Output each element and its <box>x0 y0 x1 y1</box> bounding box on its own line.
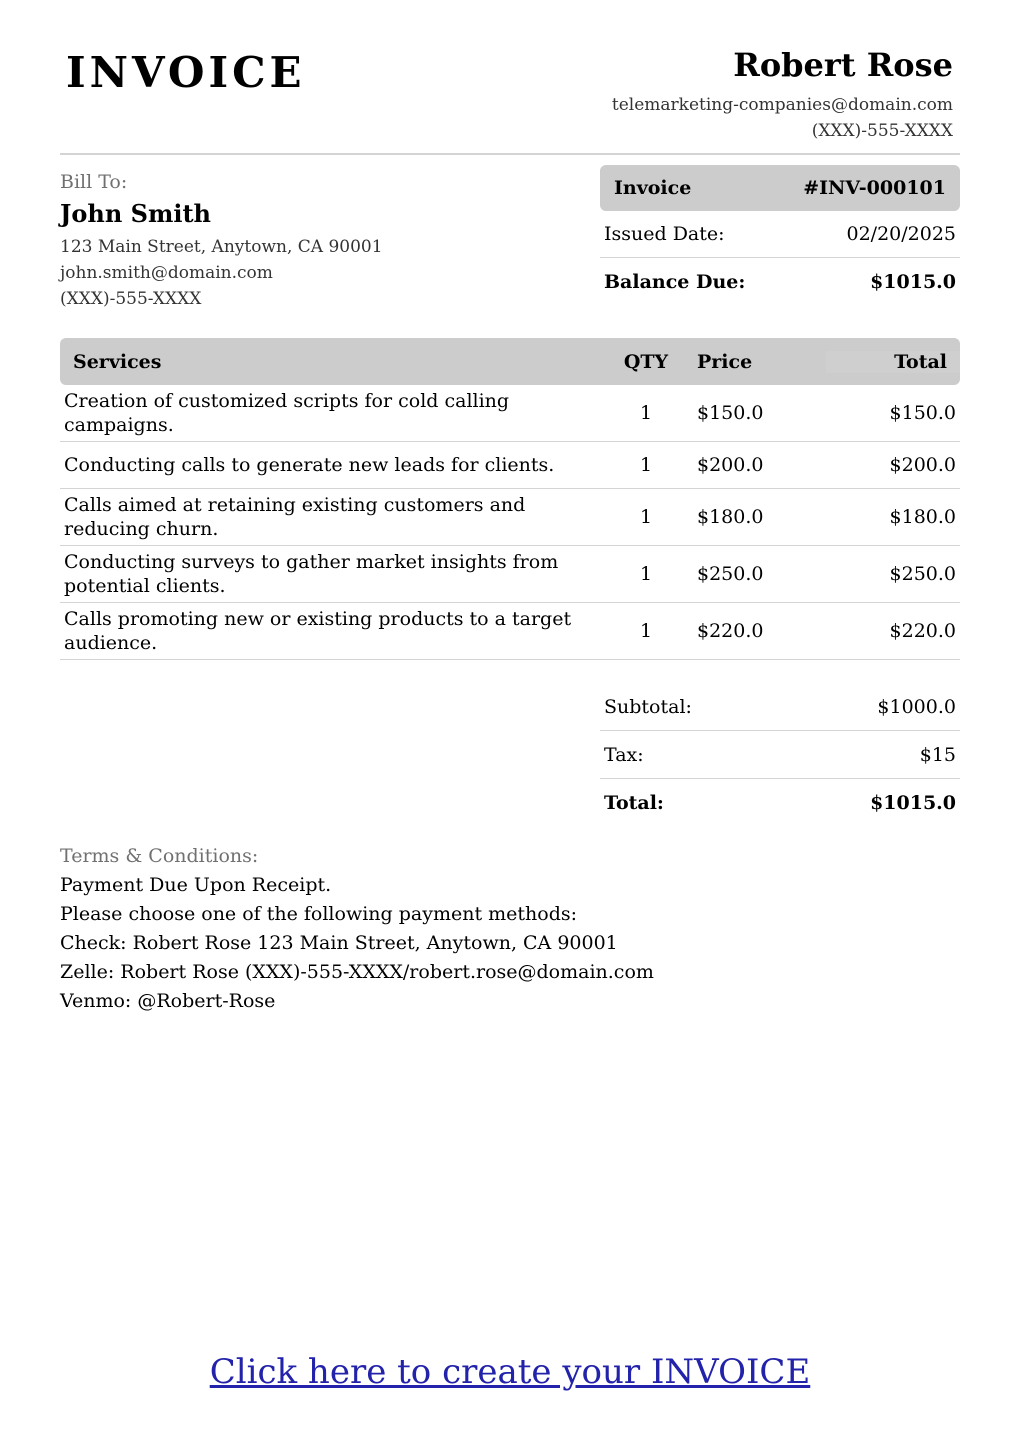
bill-to-label: Bill To: <box>60 171 128 193</box>
seller-email: telemarketing-companies@domain.com <box>611 95 953 115</box>
row-total: $150.0 <box>889 402 956 424</box>
terms-line: Venmo: @Robert-Rose <box>60 990 276 1012</box>
header-qty: QTY <box>623 350 669 373</box>
tax-value: $15 <box>919 743 956 766</box>
invoice-title: INVOICE <box>66 48 306 97</box>
row-service: Creation of customized scripts for cold calling campaigns. <box>64 390 510 436</box>
table-row <box>60 385 960 442</box>
tax-label: Tax: <box>604 743 644 766</box>
row-total: $220.0 <box>889 620 956 642</box>
invoice-summary <box>600 165 960 305</box>
tax-row <box>600 731 960 779</box>
invoice-number: #INV-000101 <box>803 177 946 199</box>
row-price: $150.0 <box>697 402 764 424</box>
row-service: Conducting surveys to gather market insights from potential clients. <box>64 551 559 597</box>
terms-line: Payment Due Upon Receipt. <box>60 874 332 896</box>
subtotal-row <box>600 683 960 731</box>
terms-line: Zelle: Robert Rose (XXX)-555-XXXX/robert.rose@domain.com <box>60 961 654 983</box>
header-services: Services <box>73 350 162 373</box>
row-price: $250.0 <box>697 563 764 585</box>
bill-to-block <box>60 171 383 312</box>
subtotal-label: Subtotal: <box>604 695 692 718</box>
row-qty: 1 <box>639 454 653 476</box>
seller-phone: (XXX)-555-XXXX <box>811 121 953 141</box>
row-total: $250.0 <box>889 563 956 585</box>
seller-info <box>612 46 953 144</box>
row-service: Conducting calls to generate new leads for clients. <box>64 454 555 476</box>
table-row <box>60 442 960 489</box>
total-value: $1015.0 <box>870 792 956 814</box>
table-row <box>60 603 960 660</box>
services-table <box>60 338 960 660</box>
total-label: Total: <box>604 792 664 814</box>
row-price: $200.0 <box>697 454 764 476</box>
header-divider <box>60 153 960 155</box>
issued-date-label: Issued Date: <box>604 223 725 245</box>
invoice-label: Invoice <box>614 177 692 199</box>
terms-line: Please choose one of the following payment methods: <box>60 903 578 925</box>
seller-name: Robert Rose <box>733 46 953 84</box>
row-total: $180.0 <box>889 506 956 528</box>
total-row <box>600 779 960 827</box>
row-service: Calls aimed at retaining existing customers and reducing churn. <box>64 494 526 540</box>
invoice-number-row <box>600 165 960 211</box>
client-name: John Smith <box>60 199 211 228</box>
table-header <box>60 338 960 385</box>
balance-due-value: $1015.0 <box>870 270 956 293</box>
totals-block <box>600 683 960 827</box>
row-price: $220.0 <box>697 620 764 642</box>
row-qty: 1 <box>639 563 653 585</box>
header-price: Price <box>697 350 753 373</box>
row-qty: 1 <box>639 402 653 424</box>
row-qty: 1 <box>639 620 653 642</box>
row-price: $180.0 <box>697 506 764 528</box>
client-email: john.smith@domain.com <box>60 263 273 283</box>
terms-block <box>60 845 654 1016</box>
terms-label: Terms & Conditions: <box>60 845 259 867</box>
table-row <box>60 546 960 603</box>
subtotal-value: $1000.0 <box>877 695 956 718</box>
terms-line: Check: Robert Rose 123 Main Street, Anytown, CA 90001 <box>60 932 618 954</box>
issued-date-value: 02/20/2025 <box>846 223 956 245</box>
balance-due-row <box>600 258 960 305</box>
row-qty: 1 <box>639 506 653 528</box>
create-invoice-link[interactable]: Click here to create your INVOICE <box>209 1352 811 1392</box>
table-row <box>60 489 960 546</box>
balance-due-label: Balance Due: <box>604 270 746 293</box>
issued-date-row <box>600 211 960 258</box>
row-service: Calls promoting new or existing products to a target audience. <box>64 608 572 654</box>
row-total: $200.0 <box>889 454 956 476</box>
client-phone: (XXX)-555-XXXX <box>60 289 202 309</box>
header-total: Total <box>826 351 960 373</box>
client-address: 123 Main Street, Anytown, CA 90001 <box>60 237 383 257</box>
